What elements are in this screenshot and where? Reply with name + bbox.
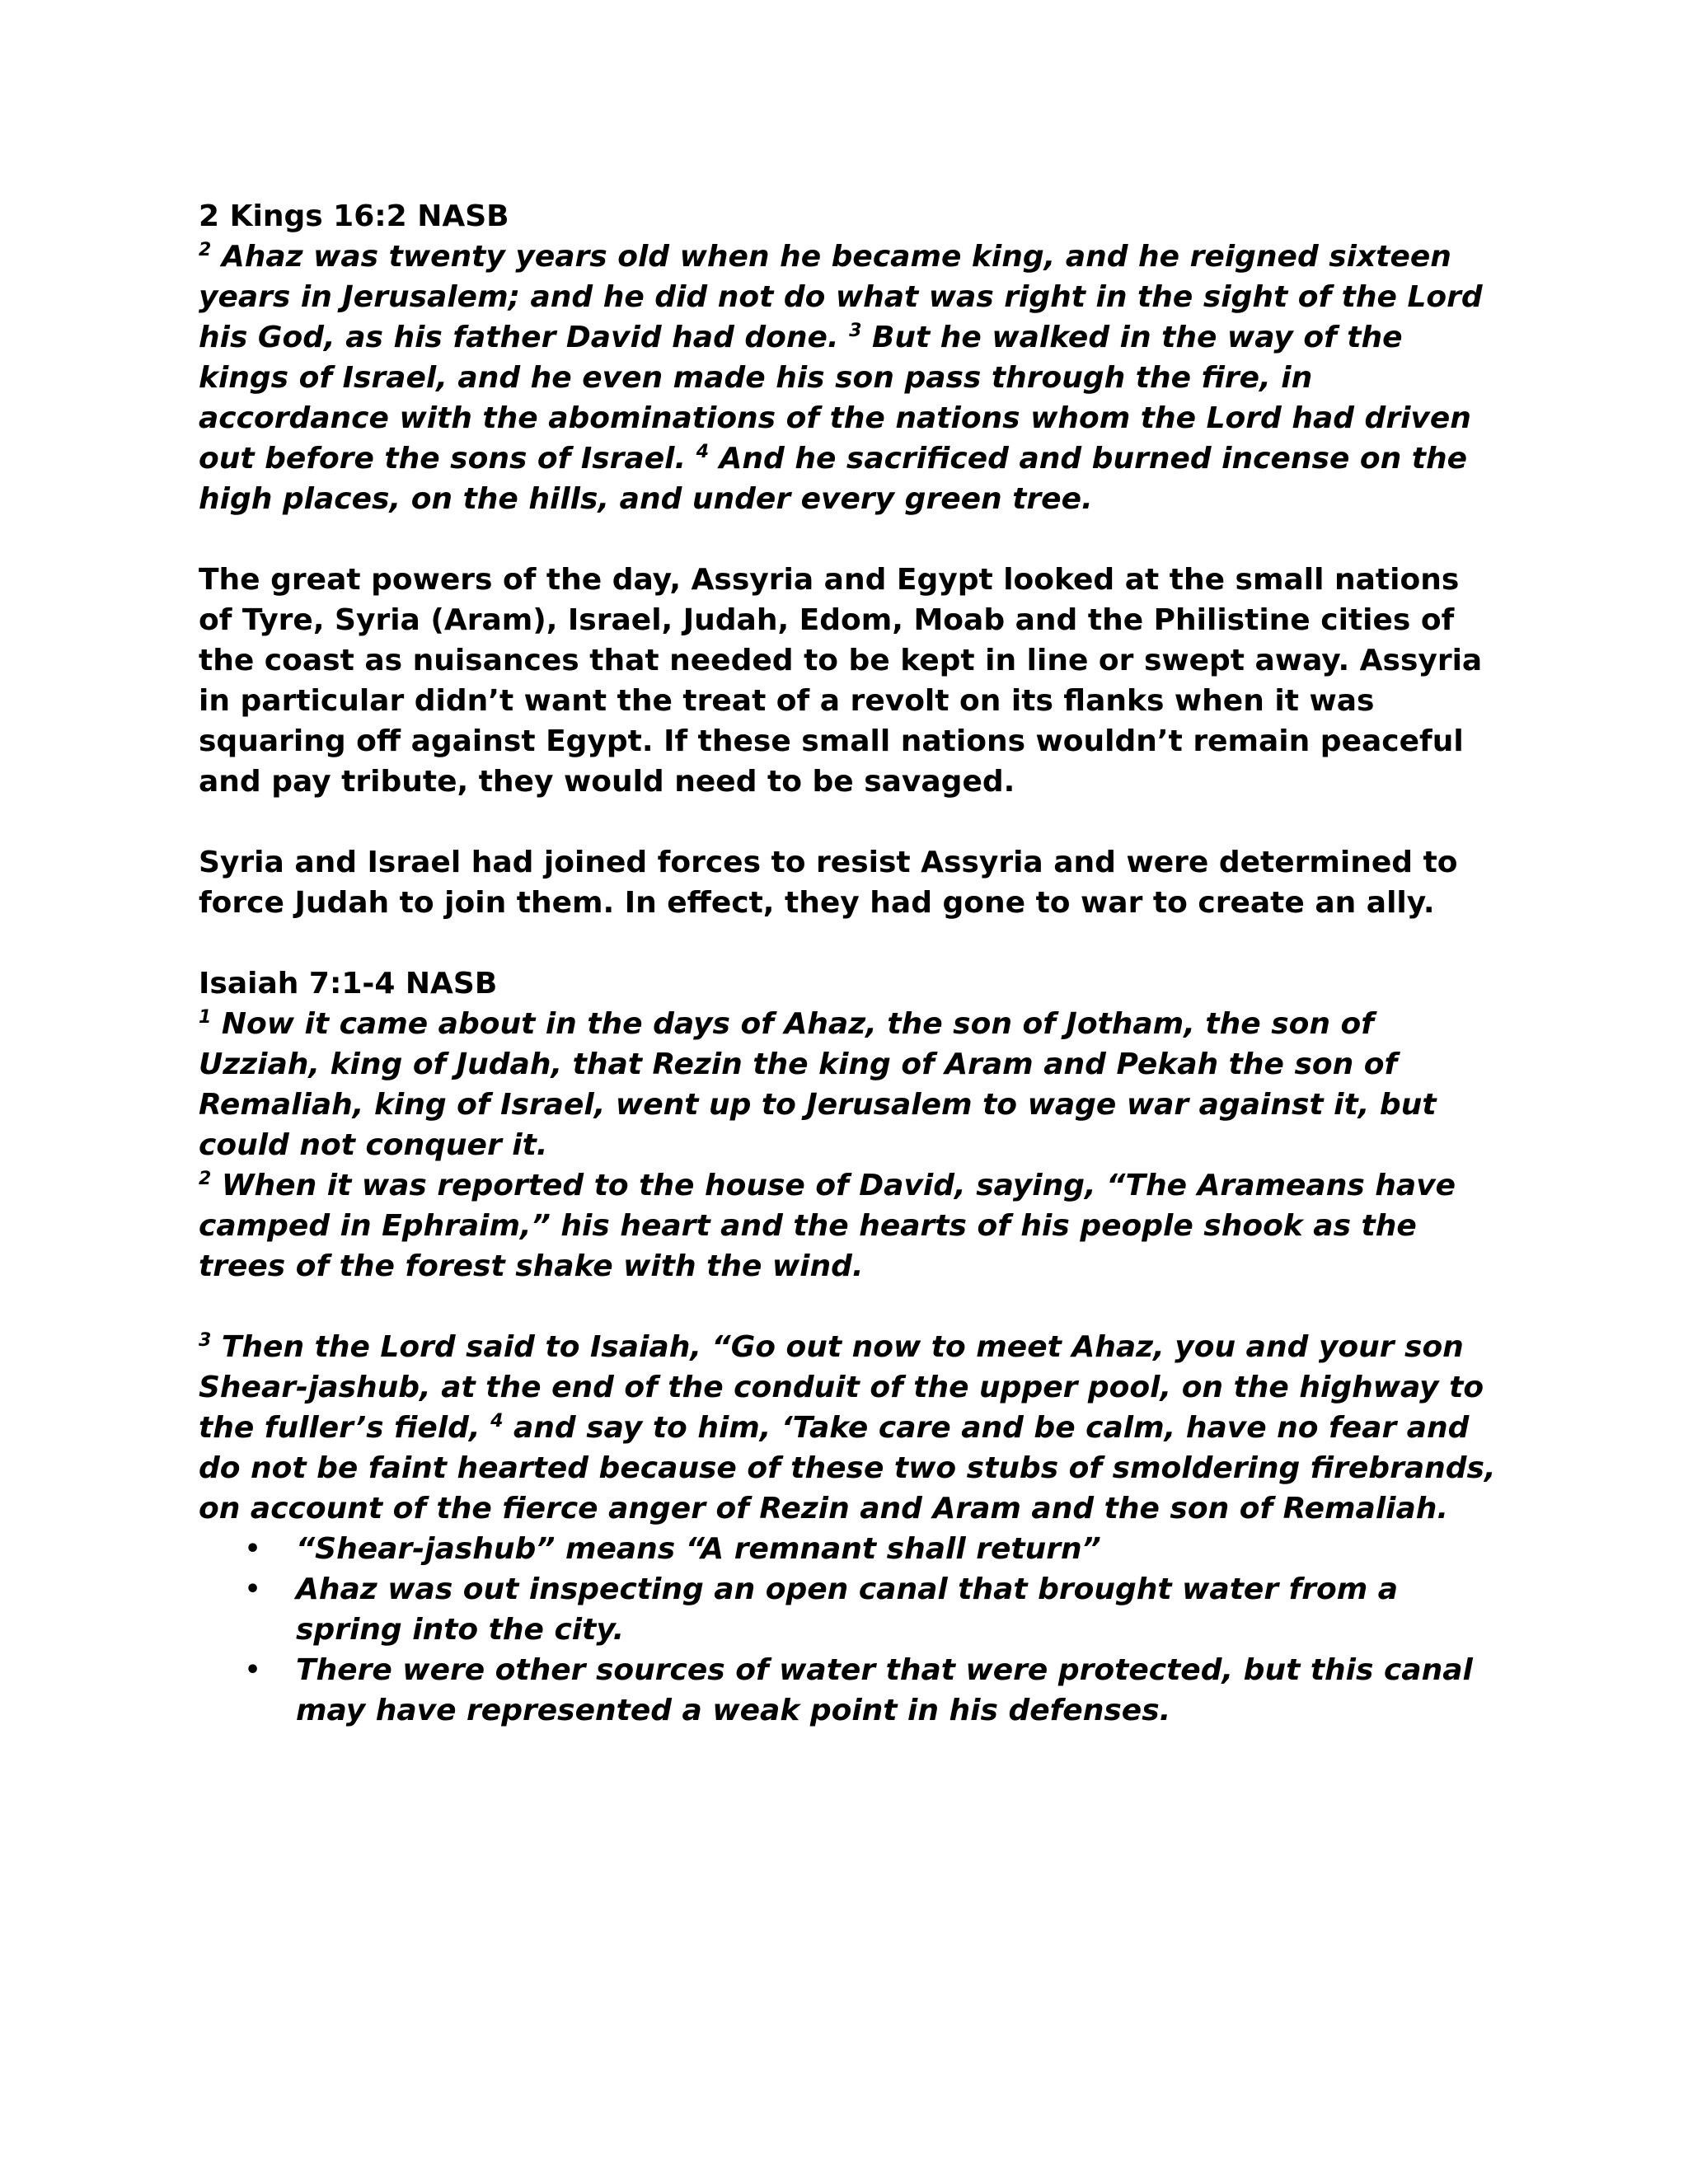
list-item-text: Ahaz was out inspecting an open canal that brought water from a spring into the city.: [296, 1572, 1399, 1647]
commentary-paragraph-great-powers: The great powers of the day, Assyria and Egypt looked at the small nations of Tyre, Syria (Aram), Israel, Judah, Edom, Moab and the Philistine cities of the coast as nuisances that needed to be kept in line or swept away. Assyria in particular didn’t want the treat of a revolt on its flanks when it was squaring off against Egypt. If these small nations wouldn’t remain peaceful and pay tribute, they would need to be savaged.: [199, 563, 1483, 799]
scripture-quote-isaiah-3-4: [199, 1327, 1501, 1529]
list-item-text: There were other sources of water that were protected, but this canal may have represented a weak point in his defenses.: [296, 1653, 1473, 1727]
paragraph-spacer: [199, 802, 1501, 842]
list-item: [199, 1650, 1501, 1731]
paragraph-spacer: [199, 923, 1501, 963]
bullet-icon: •: [245, 1656, 261, 1685]
scripture-reference-isaiah: Isaiah 7:1-4 NASB: [199, 967, 498, 1001]
scripture-quote-2-kings: [199, 237, 1501, 519]
verse-text: Then the Lord said to Isaiah, “Go out now to meet Ahaz, you and your son Shear-jashub, at the end of the conduit of the upper pool, on the highway to the fuller’s field,: [199, 1330, 1484, 1445]
bullet-icon: •: [245, 1535, 261, 1563]
verse-text: Ahaz was twenty years old when he became king, and he reigned sixteen years in Jerusalem; and he did not do what was right in the sight of the Lord his God, as his father David had done.: [199, 240, 1483, 354]
bullet-list: [199, 1529, 1501, 1731]
list-item: [199, 1569, 1501, 1650]
verse-number: 2: [199, 240, 212, 260]
verse-number: 2: [199, 1169, 212, 1189]
verse-text: Now it came about in the days of Ahaz, the son of Jotham, the son of Uzziah, king of Judah, that Rezin the king of Aram and Pekah the son of Remaliah, king of Israel, went up to Jerusalem to wage war against it, but could not conquer it.: [199, 1007, 1437, 1162]
verse-number: 1: [199, 1007, 212, 1028]
scripture-reference-2-kings: 2 Kings 16:2 NASB: [199, 199, 509, 233]
verse-text: When it was reported to the house of David, saying, “The Arameans have camped in Ephraim,” his heart and the hearts of his people shook as the trees of the forest shake with the wind.: [199, 1169, 1456, 1283]
list-item: [199, 1529, 1501, 1569]
verse-text: and say to him, ‘Take care and be calm, have no fear and do not be faint hearted because of these two stubs of smoldering firebrands, on account of the fierce anger of Rezin and Aram and the son of Remaliah.: [199, 1411, 1496, 1526]
bullet-icon: •: [245, 1575, 261, 1604]
document-page: [199, 196, 1501, 1731]
verse-number: 4: [490, 1411, 504, 1432]
list-item-text: “Shear-jashub” means “A remnant shall return”: [296, 1532, 1101, 1566]
verse-number: 3: [849, 321, 862, 341]
paragraph-spacer: [199, 1286, 1501, 1327]
paragraph-spacer: [199, 519, 1501, 560]
verse-number: 4: [696, 442, 709, 462]
scripture-quote-isaiah-1-2: [199, 1004, 1501, 1286]
verse-text: And he sacrificed and burned incense on the high places, on the hills, and under every green tree.: [199, 442, 1468, 516]
verse-text: But he walked in the way of the kings of Israel, and he even made his son pass through the fire, in accordance with the abominations of the nations whom the Lord had driven out before the sons of Israel.: [199, 321, 1471, 476]
commentary-paragraph-syria-israel: Syria and Israel had joined forces to resist Assyria and were determined to force Judah to join them. In effect, they had gone to war to create an ally.: [199, 846, 1458, 920]
verse-number: 3: [199, 1330, 212, 1351]
